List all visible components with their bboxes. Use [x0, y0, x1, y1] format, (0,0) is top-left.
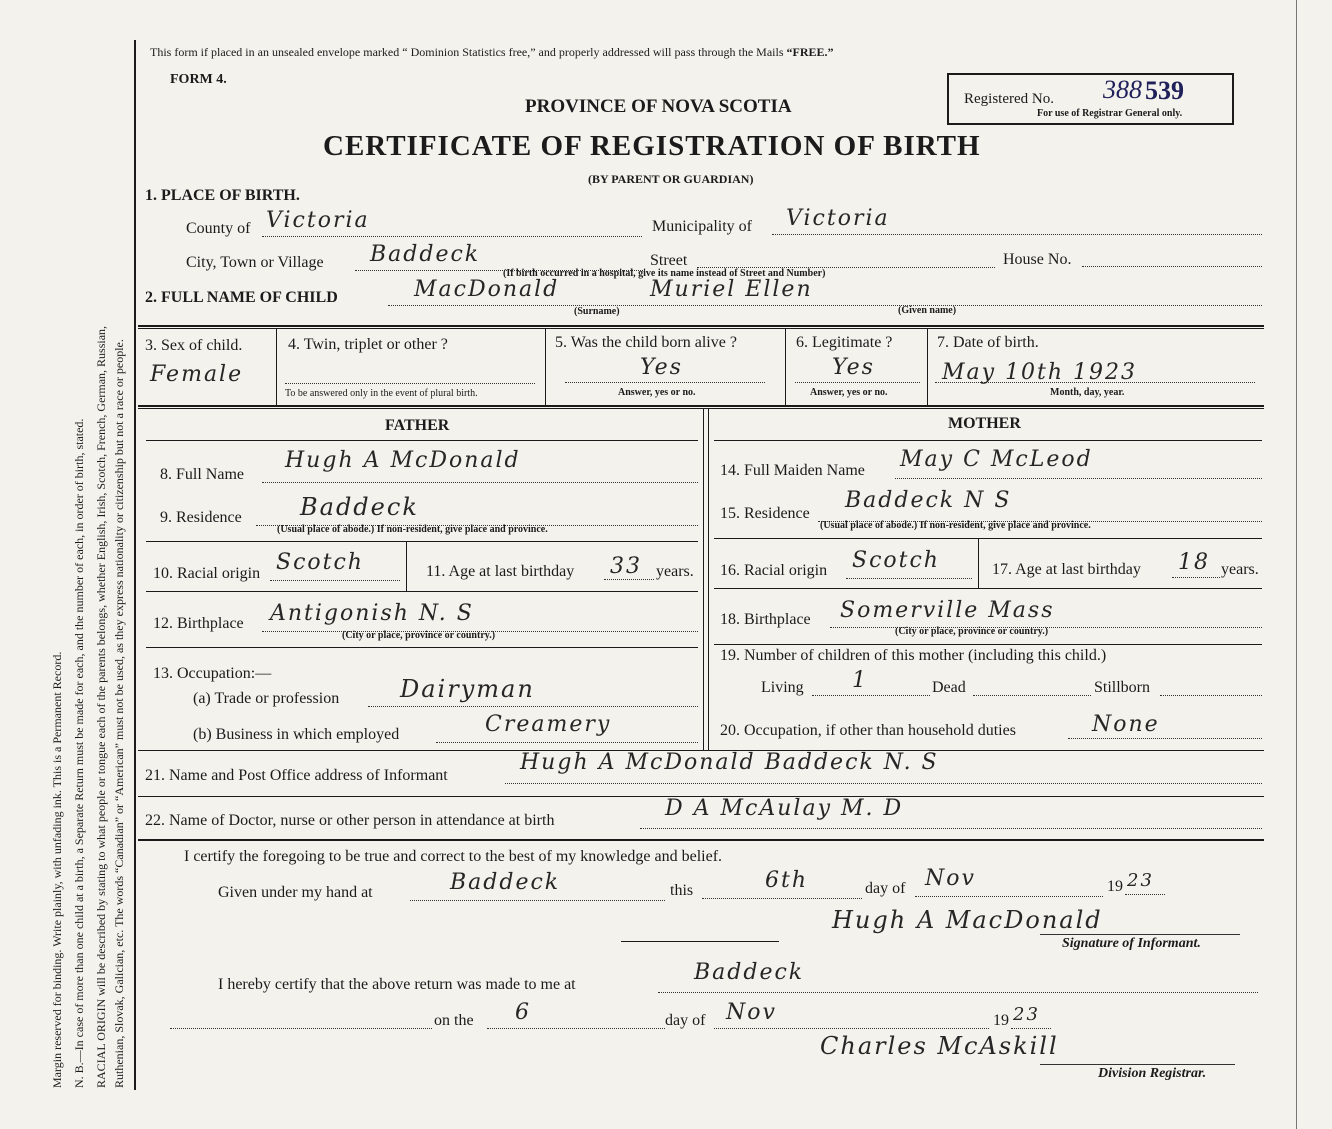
dob-value: May 10th 1923	[942, 360, 1138, 385]
father-name-label: 8. Full Name	[160, 466, 244, 483]
living-value: 1	[852, 668, 868, 693]
living-label: Living	[761, 679, 804, 696]
father-age-label: 11. Age at last birthday	[426, 563, 575, 580]
father-bp-label: 12. Birthplace	[153, 615, 244, 632]
given-label: Given under my hand at	[218, 884, 373, 901]
mother-age-label: 17. Age at last birthday	[992, 561, 1141, 578]
mother-occ-label: 20. Occupation, if other than household duties	[720, 722, 1016, 739]
mother-years: years.	[1221, 561, 1259, 578]
father-biz-label: (b) Business in which employed	[193, 726, 400, 743]
father-res-label: 9. Residence	[160, 509, 242, 526]
registrar-day: 6	[515, 1000, 531, 1025]
onthe-label: on the	[434, 1012, 474, 1029]
margin-rule	[134, 40, 136, 1090]
place-heading: 1. PLACE OF BIRTH.	[145, 187, 300, 204]
father-residence: Baddeck	[300, 493, 419, 521]
informant-signature: Hugh A MacDonald	[832, 906, 1103, 934]
reg-number-print: 539	[1145, 76, 1184, 105]
father-business: Creamery	[485, 712, 612, 737]
page-subtitle: (BY PARENT OR GUARDIAN)	[588, 172, 754, 186]
municipality-value: Victoria	[786, 206, 890, 231]
hospital-note: (If birth occurred in a hospital, give its name instead of Street and Number)	[503, 268, 826, 279]
house-label: House No.	[1003, 251, 1072, 268]
dob-label: 7. Date of birth.	[937, 334, 1039, 351]
mother-age: 18	[1178, 550, 1210, 575]
twin-label: 4. Twin, triplet or other ?	[288, 336, 448, 353]
doctor-value: D A McAulay M. D	[665, 796, 904, 821]
given-place: Baddeck	[450, 870, 561, 895]
informant-label: 21. Name and Post Office address of Informant	[145, 767, 448, 784]
mother-bp-label: 18. Birthplace	[720, 611, 811, 628]
registrar-statement: I hereby certify that the above return was made to me at	[218, 976, 576, 993]
legitimate-value: Yes	[832, 355, 875, 380]
mother-res-note: (Usual place of abode.) If non-resident, give place and province.	[820, 520, 1091, 531]
registrar-dayof-label: day of	[665, 1012, 706, 1029]
certify-year: 23	[1127, 870, 1154, 891]
province-heading: PROVINCE OF NOVA SCOTIA	[525, 96, 792, 117]
mother-racial: Scotch	[852, 548, 940, 573]
alive-value: Yes	[640, 355, 683, 380]
registration-box	[947, 73, 1234, 125]
informant-sig-caption: Signature of Informant.	[1062, 936, 1201, 951]
alive-note: Answer, yes or no.	[618, 387, 696, 398]
certify-year-prefix: 19	[1107, 878, 1123, 895]
mother-res-label: 15. Residence	[720, 505, 810, 522]
reg-number-hand: 388	[1103, 75, 1142, 104]
alive-label: 5. Was the child born alive ?	[555, 334, 737, 351]
county-value: Victoria	[266, 208, 370, 233]
dayof-label: day of	[865, 880, 906, 897]
father-age: 33	[610, 554, 642, 579]
mother-occupation: None	[1092, 712, 1160, 737]
municipality-label: Municipality of	[652, 218, 752, 235]
registrar-place: Baddeck	[694, 960, 805, 985]
stillborn-label: Stillborn	[1094, 679, 1151, 696]
informant-value: Hugh A McDonald Baddeck N. S	[520, 750, 939, 775]
margin-note-racial-cont: Ruthenian, Slovak, Galician, etc. The words “Canadian” or “American” must not be used, as they express nationality or citizenship but not a race or people.	[112, 339, 126, 1088]
dob-note: Month, day, year.	[1050, 387, 1125, 398]
mother-bp-note: (City or place, province or country.)	[895, 626, 1049, 637]
certify-day: 6th	[765, 868, 809, 893]
surname-note: (Surname)	[574, 306, 620, 317]
father-heading: FATHER	[385, 417, 450, 434]
sex-value: Female	[150, 362, 244, 387]
form-number: FORM 4.	[170, 72, 227, 87]
reg-note: For use of Registrar General only.	[1037, 108, 1183, 119]
mother-children-label: 19. Number of children of this mother (including this child.)	[720, 647, 1107, 664]
mother-name-label: 14. Full Maiden Name	[720, 462, 865, 479]
father-occ-label: 13. Occupation:—	[153, 665, 272, 682]
this-label: this	[670, 882, 694, 899]
father-bp-note: (City or place, province or country.)	[342, 630, 496, 641]
mother-heading: MOTHER	[948, 415, 1021, 432]
certify-statement: I certify the foregoing to be true and correct to the best of my knowledge and belief.	[184, 848, 723, 865]
registrar-year-prefix: 19	[993, 1012, 1009, 1029]
doctor-label: 22. Name of Doctor, nurse or other person in attendance at birth	[145, 812, 555, 829]
father-racial: Scotch	[276, 550, 364, 575]
father-name: Hugh A McDonald	[285, 448, 521, 473]
dead-label: Dead	[932, 679, 966, 696]
mother-birthplace: Somerville Mass	[840, 598, 1055, 623]
mail-note: This form if placed in an unsealed envelope marked “ Dominion Statistics free,” and properly addressed will pass through the Mails “FREE.”	[150, 45, 834, 59]
father-racial-label: 10. Racial origin	[153, 565, 261, 582]
sex-label: 3. Sex of child.	[145, 337, 243, 354]
registrar-sig-caption: Division Registrar.	[1098, 1066, 1207, 1081]
given-note: (Given name)	[898, 305, 957, 316]
street-label: Street	[650, 252, 688, 269]
margin-note-binding: Margin reserved for binding. Write plainly, with unfading ink. This is a Permanent Record.	[50, 651, 64, 1088]
city-value: Baddeck	[370, 242, 481, 267]
county-label: County of	[186, 220, 251, 237]
father-years: years.	[656, 563, 694, 580]
margin-note-racial: RACIAL ORIGIN will be described by stating to what people or tongue each of the parents belongs, whether English, Irish, Scotch, French, German, Russian,	[94, 325, 108, 1088]
father-res-note: (Usual place of abode.) If non-resident, give place and province.	[277, 524, 548, 535]
child-surname: MacDonald	[414, 277, 560, 302]
legitimate-note: Answer, yes or no.	[810, 387, 888, 398]
father-trade-label: (a) Trade or profession	[193, 690, 340, 707]
registrar-year: 23	[1013, 1004, 1040, 1025]
father-trade: Dairyman	[400, 675, 535, 703]
father-birthplace: Antigonish N. S	[270, 601, 474, 626]
reg-label: Registered No.	[964, 91, 1054, 107]
mother-name: May C McLeod	[900, 447, 1093, 472]
child-given: Muriel Ellen	[650, 277, 813, 302]
mother-racial-label: 16. Racial origin	[720, 562, 828, 579]
registrar-month: Nov	[726, 1000, 777, 1025]
certify-month: Nov	[925, 866, 976, 891]
legitimate-label: 6. Legitimate ?	[796, 334, 893, 351]
margin-note-nb: N. B.—In case of more than one child at a birth, a Separate Return must be made for each, and the number of each, in order of birth, stated.	[72, 418, 86, 1088]
page-title: CERTIFICATE OF REGISTRATION OF BIRTH	[323, 130, 981, 162]
registrar-signature: Charles McAskill	[820, 1032, 1059, 1060]
city-label: City, Town or Village	[186, 254, 324, 271]
mother-residence: Baddeck N S	[845, 488, 1012, 513]
twin-note: To be answered only in the event of plural birth.	[285, 388, 478, 399]
child-name-label: 2. FULL NAME OF CHILD	[145, 289, 338, 306]
